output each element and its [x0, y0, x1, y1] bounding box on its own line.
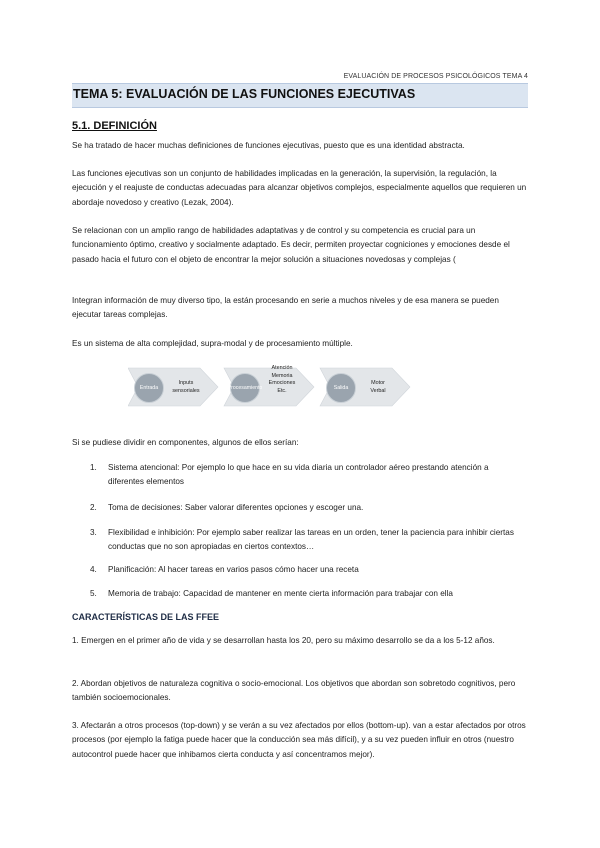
characteristic-2: 2. Abordan objetivos de naturaleza cognitiva o socio-emocional. Los objetivos que abordan son sobretodo cognitivos, pero también socioemocionales. [72, 679, 516, 703]
component-text: Planificación: Al hacer tareas en varios pasos cómo hacer una receta [108, 565, 359, 574]
label-entrada [166, 380, 206, 395]
title-band [72, 83, 528, 108]
component-number: 4. [90, 565, 97, 574]
section-heading: 5.1. DEFINICIÓN [72, 120, 157, 132]
characteristic-3: 3. Afectarán a otros procesos (top-down) y se verán a su vez afectados por ellos (bottom-up). van a estar afectados por otros procesos (por ejemplo la fatiga puede hacer que la conducción sea más difícil), y a su vez pueden influir en otros (nuestro autocontrol puede hacer que inhibamos cierta conducta y así concentramos mejor). [72, 721, 526, 759]
label-procesamiento-line-3: Emociones [268, 380, 296, 386]
component-text: Flexibilidad e inhibición: Por ejemplo saber realizar las tareas en un orden, tener la paciencia para inhibir ciertas conductas que no son apropiadas en ciertos contextos… [108, 528, 514, 552]
node-salida: Salida [326, 373, 356, 403]
component-number: 1. [90, 463, 97, 472]
label-salida-line-2: Verbal [370, 387, 386, 394]
paragraph-4: Integran información de muy diverso tipo, la están procesando en serie a muchos niveles y de esa manera se pueden ejecutar tareas complejas. [72, 296, 499, 320]
label-salida-line-1: Motor [371, 380, 385, 386]
running-header: EVALUACIÓN DE PROCESOS PSICOLÓGICOS TEMA 4 [343, 73, 528, 80]
label-salida [358, 380, 398, 395]
paragraph-5: Es un sistema de alta complejidad, supra-modal y de procesamiento múltiple. [72, 339, 353, 348]
component-number: 2. [90, 503, 97, 512]
component-text: Toma de decisiones: Saber valorar diferentes opciones y escoger una. [108, 503, 364, 512]
component-number: 5. [90, 589, 97, 598]
component-text: Memoria de trabajo: Capacidad de mantener en mente cierta información para trabajar con ella [108, 589, 453, 598]
label-procesamiento-line-2: Memoria [271, 372, 293, 379]
label-entrada-line-1: Inputs [178, 380, 194, 386]
label-procesamiento-line-4: Etc. [277, 387, 287, 394]
process-diagram [128, 360, 412, 414]
label-entrada-line-2: sensoriales [172, 387, 200, 394]
page-title: TEMA 5: EVALUACIÓN DE LAS FUNCIONES EJECUTIVAS [73, 87, 416, 101]
label-procesamiento [262, 365, 302, 395]
characteristic-1: 1. Emergen en el primer año de vida y se desarrollan hasta los 20, pero su máximo desarrollo se da a los 5-12 años. [72, 636, 495, 645]
characteristics-heading: CARACTERÍSTICAS DE LAS FFEE [72, 612, 220, 622]
component-text: Sistema atencional: Por ejemplo lo que hace en su vida diaria un controlador aéreo prestando atención a diferentes elementos [108, 463, 489, 487]
node-procesamiento: Procesamiento [230, 373, 260, 403]
label-procesamiento-line-1: Atención [271, 365, 293, 371]
node-entrada: Entrada [134, 373, 164, 403]
paragraph-2: Las funciones ejecutivas son un conjunto de habilidades implicadas en la generación, la supervisión, la regulación, la ejecución y el reajuste de conductas adecuadas para alcanzar objetivos complejos, especialmente aquellos que requieren un abordaje novedoso y creativo (Lezak, 2004). [72, 169, 527, 207]
paragraph-1: Se ha tratado de hacer muchas definiciones de funciones ejecutivas, puesto que es una identidad abstracta. [72, 141, 465, 150]
components-intro: Si se pudiese dividir en componentes, algunos de ellos serían: [72, 438, 299, 447]
paragraph-3: Se relacionan con un amplio rango de habilidades adaptativas y de control y su competencia es crucial para un funcionamiento óptimo, creativo y socialmente adaptado. Es decir, permiten proyectar cogniciones y emociones desde el pasado hacia el futuro con el objeto de encontrar la mejor solución a situaciones novedosas y complejas ( [72, 226, 510, 264]
component-number: 3. [90, 528, 97, 537]
